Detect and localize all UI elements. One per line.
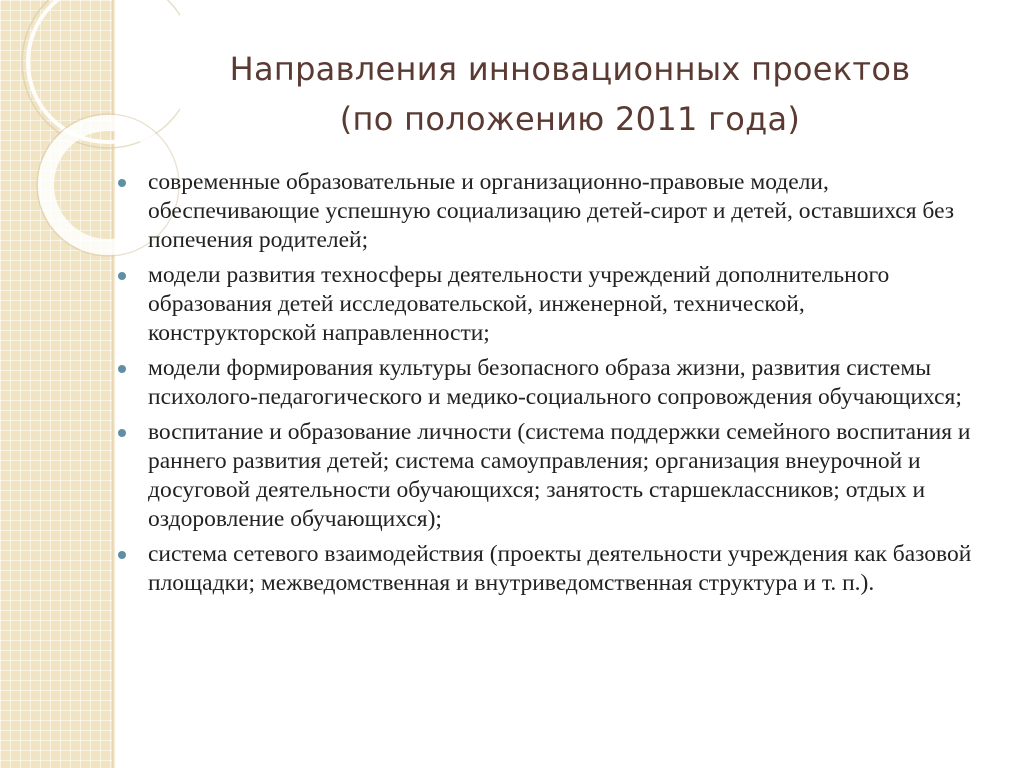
list-item-text: модели формирования культуры безопасного образа жизни, развития системы психолого-педагогического и медико-социального сопровождения обучающихся; [148, 355, 962, 410]
title-line-2: (по положению 2011 года) [339, 100, 801, 138]
slide-title [150, 44, 990, 144]
bullet-list [148, 168, 978, 604]
bullet-icon [118, 551, 126, 559]
list-item-text: модели развития техносферы деятельности учреждений дополнительного образования детей исследовательской, инженерной, технической, конструкторской направленности; [148, 262, 890, 346]
list-item [148, 354, 978, 412]
list-item-text: современные образовательные и организационно-правовые модели, обеспечивающие успешную социализацию детей-сирот и детей, оставшихся без попечения родителей; [148, 169, 955, 253]
bullet-icon [118, 272, 126, 280]
bullet-icon [118, 179, 126, 187]
list-item-text: система сетевого взаимодействия (проекты деятельности учреждения как базовой площадки; межведомственная и внутриведомственная структура и т. п.). [148, 541, 972, 596]
bullet-icon [118, 429, 126, 437]
list-item [148, 418, 978, 534]
list-item [148, 261, 978, 348]
list-item [148, 540, 978, 598]
list-item [148, 168, 978, 255]
title-line-1: Направления инновационных проектов [229, 50, 911, 88]
bullet-icon [118, 365, 126, 373]
list-item-text: воспитание и образование личности (система поддержки семейного воспитания и раннего развития детей; система самоуправления; организация внеурочной и досуговой деятельности обучающихся; занятость старшеклассников; отдых и оздоровление обучающихся); [148, 419, 971, 532]
